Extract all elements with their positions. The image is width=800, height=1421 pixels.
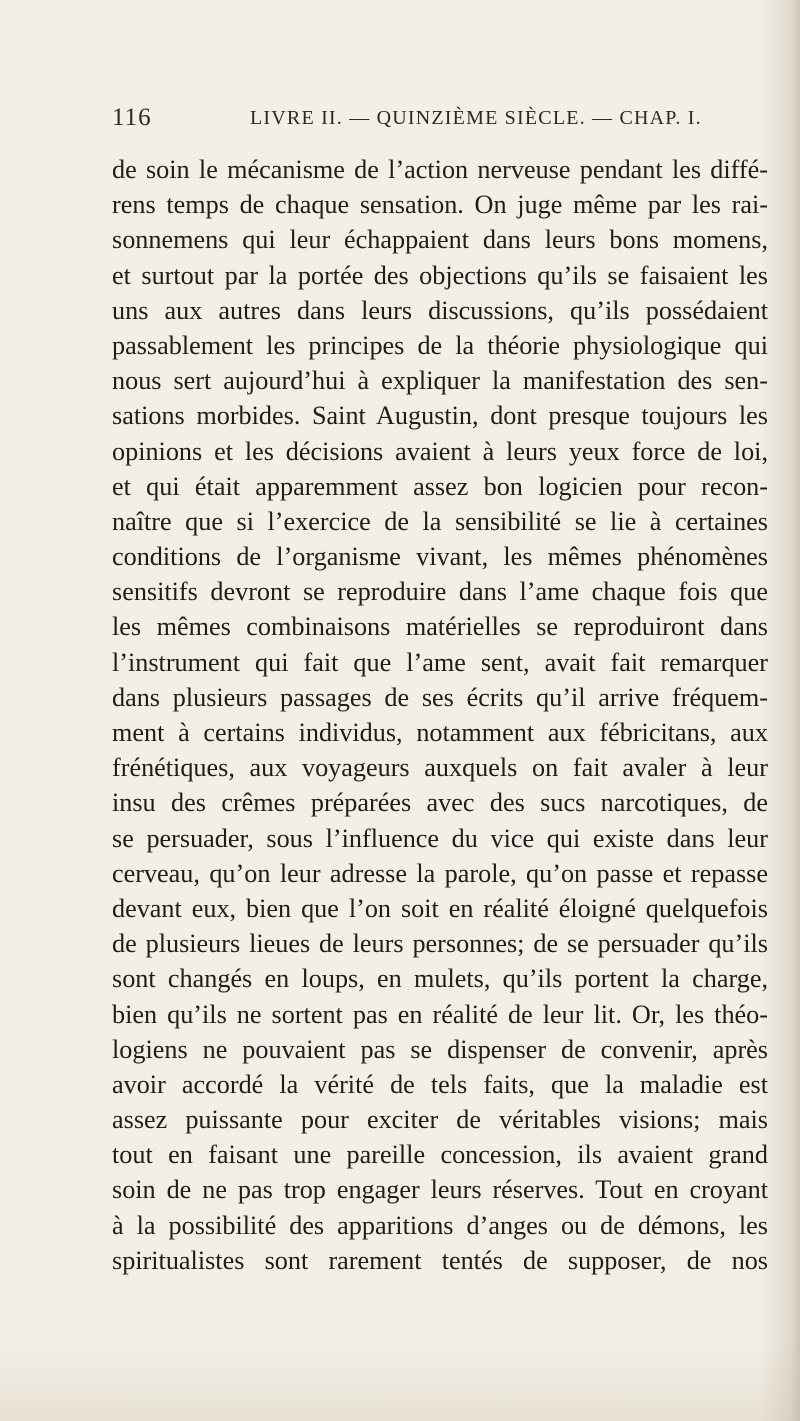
text-line: conditions de l’organisme vivant, les mêmes phénomènes [112, 542, 768, 572]
text-line: et qui était apparemment assez bon logicien pour recon- [112, 471, 768, 501]
text-line: l’instrument qui fait que l’ame sent, avait fait remarquer [112, 647, 768, 677]
text-line: de soin le mécanisme de l’action nerveuse pendant les diffé- [112, 155, 768, 184]
text-line: nous sert aujourd’hui à expliquer la manifestation des sen- [112, 366, 768, 396]
text-line: opinions et les décisions avaient à leurs yeux force de loi, [112, 436, 768, 466]
text-line: dans plusieurs passages de ses écrits qu’il arrive fréquem- [112, 682, 768, 712]
text-line: devant eux, bien que l’on soit en réalité éloigné quelquefois [112, 893, 768, 923]
text-line: ment à certains individus, notamment aux fébricitans, aux [112, 718, 768, 747]
text-line: soin de ne pas trop engager leurs réserves. Tout en croyant [112, 1175, 768, 1205]
text-line: sonnemens qui leur échappaient dans leurs bons momens, [112, 225, 768, 255]
text-line: naître que si l’exercice de la sensibilité se lie à certaines [112, 506, 768, 536]
text-line: avoir accordé la vérité de tels faits, que la maladie est [112, 1069, 768, 1099]
text-line: sensitifs devront se reproduire dans l’ame chaque fois que [112, 577, 768, 607]
running-head-title: LIVRE II. — QUINZIÈME SIÈCLE. — CHAP. I. [250, 107, 702, 129]
running-head [112, 104, 772, 144]
text-line: à la possibilité des apparitions d’anges ou de démons, les [112, 1210, 768, 1240]
text-line: bien qu’ils ne sortent pas en réalité de leur lit. Or, les théo- [112, 999, 768, 1029]
text-line: rens temps de chaque sensation. On juge même par les rai- [112, 190, 768, 220]
text-line: uns aux autres dans leurs discussions, qu’ils possédaient [112, 295, 768, 325]
text-line: se persuader, sous l’influence du vice qui existe dans leur [112, 823, 768, 853]
text-line: passablement les principes de la théorie physiologique qui [112, 330, 768, 360]
text-line: cerveau, qu’on leur adresse la parole, qu’on passe et repasse [112, 858, 768, 888]
text-line: insu des crêmes préparées avec des sucs narcotiques, de [112, 788, 768, 818]
page-number: 116 [112, 104, 152, 131]
text-line: logiens ne pouvaient pas se dispenser de convenir, après [112, 1034, 768, 1064]
text-line: sations morbides. Saint Augustin, dont presque toujours les [112, 401, 768, 431]
body-text [112, 152, 768, 1278]
text-line: sont changés en loups, en mulets, qu’ils portent la charge, [112, 964, 768, 994]
text-line: et surtout par la portée des objections qu’ils se faisaient les [112, 260, 768, 290]
text-line: spiritualistes sont rarement tentés de supposer, de nos [112, 1245, 768, 1275]
text-line: de plusieurs lieues de leurs personnes; de se persuader qu’ils [112, 929, 768, 959]
text-line: les mêmes combinaisons matérielles se reproduiront dans [112, 612, 768, 642]
text-line: assez puissante pour exciter de véritables visions; mais [112, 1105, 768, 1135]
text-line: tout en faisant une pareille concession, ils avaient grand [112, 1140, 768, 1170]
text-line: frénétiques, aux voyageurs auxquels on fait avaler à leur [112, 753, 768, 783]
